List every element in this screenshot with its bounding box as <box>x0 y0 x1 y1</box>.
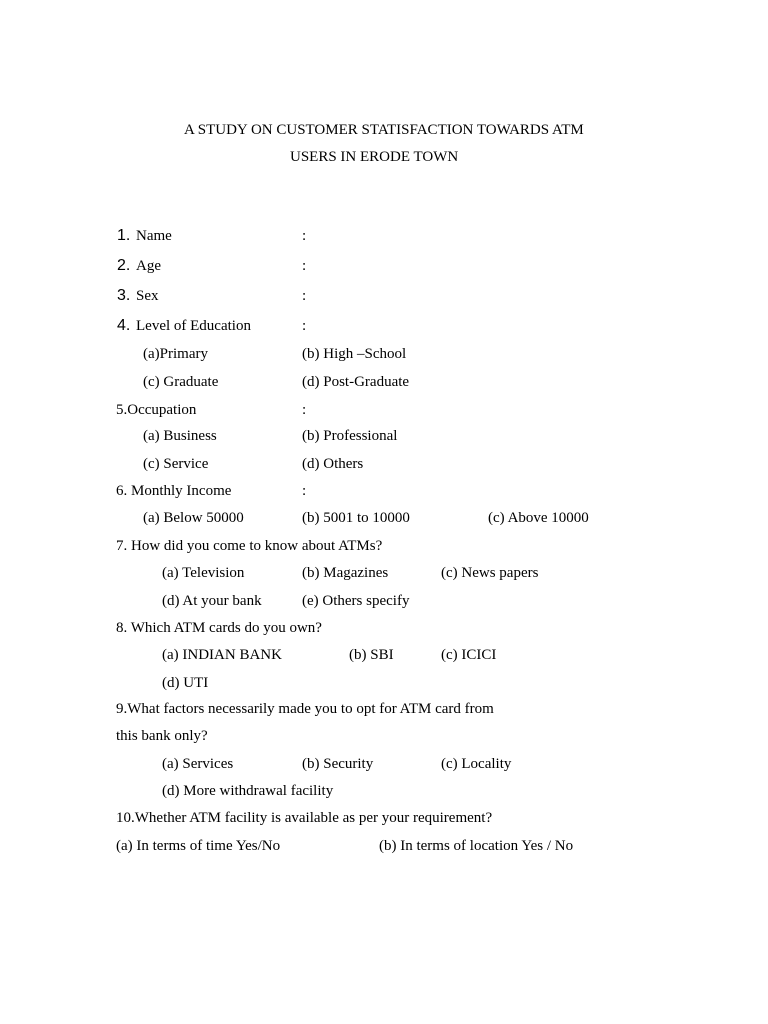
option-service: (c) Service <box>143 456 209 472</box>
question-atm-cards-owned: 8. Which ATM cards do you own? <box>116 620 322 636</box>
option-post-graduate: (d) Post-Graduate <box>302 374 410 390</box>
option-others-specify: (e) Others specify <box>302 593 410 609</box>
option-terms-of-time: (a) In terms of time Yes/No <box>116 838 281 854</box>
option-above-10000: (c) Above 10000 <box>488 510 589 526</box>
field-number: 4. <box>117 317 131 334</box>
field-label: Name <box>136 228 172 244</box>
question-factors-line-2: this bank only? <box>116 728 208 744</box>
option-more-withdrawal: (d) More withdrawal facility <box>162 783 334 799</box>
option-locality: (c) Locality <box>441 756 512 772</box>
title-line-1: A STUDY ON CUSTOMER STATISFACTION TOWARDS ATM <box>184 122 584 138</box>
option-sbi: (b) SBI <box>349 647 394 663</box>
option-professional: (b) Professional <box>302 428 398 444</box>
field-label: Level of Education <box>136 318 251 334</box>
field-colon: : <box>302 402 307 418</box>
option-at-your-bank: (d) At your bank <box>162 593 262 609</box>
option-primary: (a)Primary <box>143 346 208 362</box>
field-colon: : <box>302 318 307 334</box>
option-graduate: (c) Graduate <box>143 374 219 390</box>
field-colon: : <box>302 483 307 499</box>
title-line-2: USERS IN ERODE TOWN <box>290 149 459 165</box>
option-indian-bank: (a) INDIAN BANK <box>162 647 282 663</box>
field-number: 1. <box>117 227 131 244</box>
option-business: (a) Business <box>143 428 217 444</box>
option-high-school: (b) High –School <box>302 346 407 362</box>
question-know-about-atms: 7. How did you come to know about ATMs? <box>116 538 383 554</box>
option-uti: (d) UTI <box>162 675 209 691</box>
option-icici: (c) ICICI <box>441 647 497 663</box>
field-label: Age <box>136 258 161 274</box>
field-colon: : <box>302 258 307 274</box>
field-colon: : <box>302 228 307 244</box>
option-magazines: (b) Magazines <box>302 565 389 581</box>
field-label: Sex <box>136 288 159 304</box>
option-below-50000: (a) Below 50000 <box>143 510 244 526</box>
field-number: 2. <box>117 257 131 274</box>
option-others: (d) Others <box>302 456 364 472</box>
option-news-papers: (c) News papers <box>441 565 539 581</box>
question-atm-facility: 10.Whether ATM facility is available as per your requirement? <box>116 810 493 826</box>
option-security: (b) Security <box>302 756 374 772</box>
field-number: 3. <box>117 287 131 304</box>
question-monthly-income: 6. Monthly Income <box>116 483 232 499</box>
question-occupation: 5.Occupation <box>116 402 197 418</box>
option-television: (a) Television <box>162 565 245 581</box>
question-factors-line-1: 9.What factors necessarily made you to opt for ATM card from <box>116 701 494 717</box>
option-terms-of-location: (b) In terms of location Yes / No <box>379 838 574 854</box>
option-5001-to-10000: (b) 5001 to 10000 <box>302 510 410 526</box>
option-services: (a) Services <box>162 756 234 772</box>
field-colon: : <box>302 288 307 304</box>
